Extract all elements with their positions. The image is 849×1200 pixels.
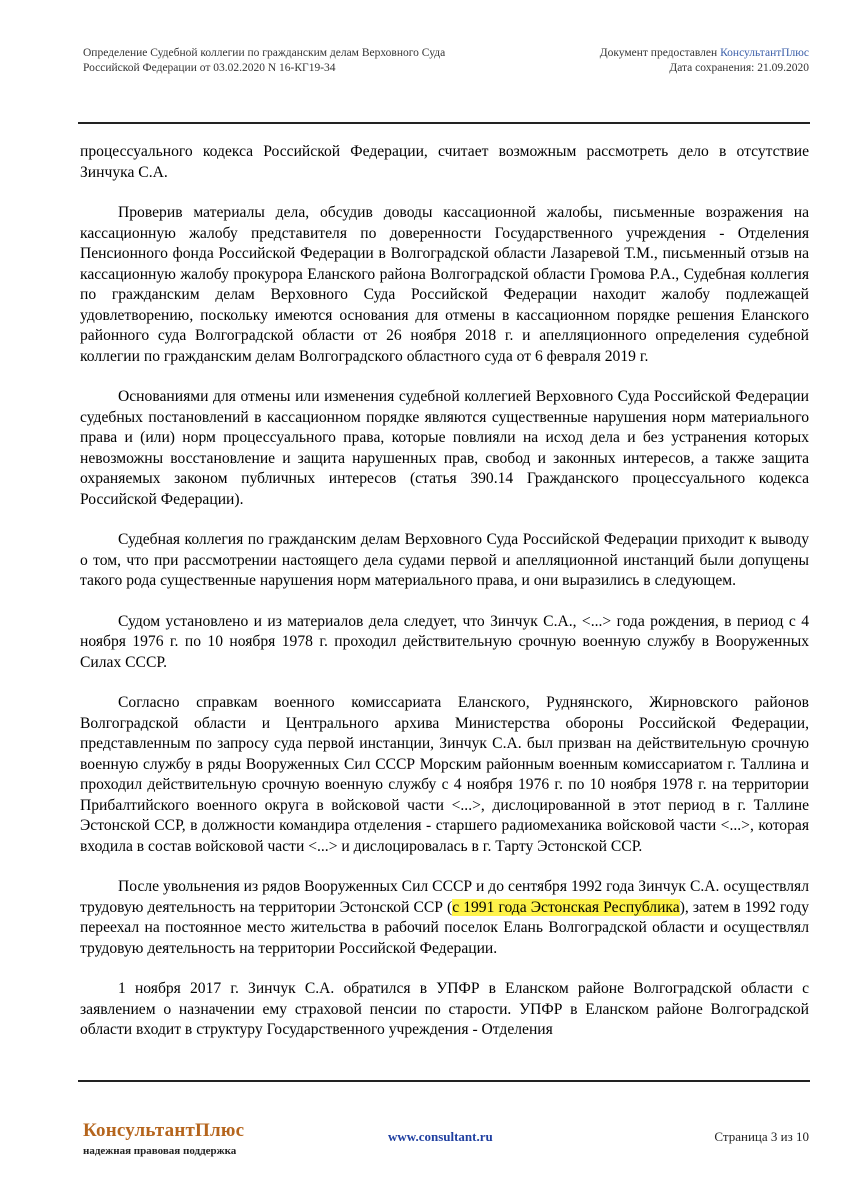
paragraph-4: Судебная коллегия по гражданским делам Верховного Суда Российской Федерации приходит к выводу о том, что при рассмотрении настоящего дела судами первой и апелляционной инстанций были допущены такого рода существенные нарушения норм материального права, и они выразились в следующем. [80,531,809,589]
provided-prefix: Документ предоставлен [599,47,721,59]
paragraph-7-start: После увольнения из рядов Вооруженных Сил СССР и до сентября 1992 года Зинчук С.А. осуществлял трудовую деятельность на территории Эстонской ССР ( [80,878,809,916]
paragraph-7 [80,877,809,959]
document-title-line1: Определение Судебной коллегии по гражданским делам Верховного Суда [83,47,446,59]
paragraph-1: процессуального кодекса Российской Федерации, считает возможным рассмотреть дело в отсутствие Зинчука С.А. [80,143,809,181]
paragraph-3: Основаниями для отмены или изменения судебной коллегией Верховного Суда Российской Федерации судебных постановлений в кассационном порядке являются существенные нарушения норм материального права и (или) норм процессуального права, которые повлияли на исход дела и без устранения которых невозможны восстановление и защита нарушенных прав, свобод и законных интересов, а также защита охраняемых законом публичных интересов (статья 390.14 Гражданского процессуального кодекса Российской Федерации). [80,388,809,508]
document-title-line2: Российской Федерации от 03.02.2020 N 16-КГ19-34 [83,62,336,74]
footer-url-link[interactable]: www.consultant.ru [388,1129,493,1144]
paragraph-2: Проверив материалы дела, обсудив доводы кассационной жалобы, письменные возражения на кассационную жалобу представителя по доверенности Государственного учреждения - Отделения Пенсионного фонда Российской Федерации в Волгоградской области Лазаревой Т.М., письменный отзыв на кассационную жалобу прокурора Еланского района Волгоградской области Громова Р.А., Судебная коллегия по гражданским делам Верховного Суда Российской Федерации находит жалобу подлежащей удовлетворению, поскольку имеются основания для отмены в кассационном порядке решения Еланского районного суда Волгоградской области от 26 ноября 2018 г. и апелляционного определения судебной коллегии по гражданским делам Волгоградского областного суда от 6 февраля 2019 г. [80,204,809,365]
highlighted-text: с 1991 года Эстонская Республика [452,898,680,916]
paragraph-5: Судом установлено и из материалов дела следует, что Зинчук С.А., <...> года рождения, в период с 4 ноября 1976 г. по 10 ноября 1978 г. проходил действительную срочную военную службу в Вооруженных Силах СССР. [80,612,809,671]
document-title [83,46,503,76]
footer-logo [83,1120,244,1158]
header-brand-link[interactable]: КонсультантПлюс [720,47,809,59]
paragraph-7-end: ), затем в 1992 году переехал на постоянное место жительства в рабочий поселок Елань Волгоградской области и осуществлял трудовую деятельность на территории Российской Федерации. [80,898,809,957]
header-divider [78,122,810,124]
footer-brand: КонсультантПлюс [83,1120,245,1141]
footer-divider [78,1080,810,1082]
save-date: Дата сохранения: 21.09.2020 [669,62,809,74]
document-provider [509,46,809,76]
document-body [80,142,809,1061]
paragraph-6: Согласно справкам военного комиссариата Еланского, Руднянского, Жирновского районов Волгоградской области и Центрального архива Министерства обороны Российской Федерации, представленным по запросу суда первой инстанции, Зинчук С.А. был призван на действительную срочную военную службу в ряды Вооруженных Сил СССР Морским районным военным комиссариатом г. Таллина и проходил действительную срочную военную службу с 4 ноября 1976 г. по 10 ноября 1978 г. на территории Прибалтийского военного округа в войсковой части <...>, дислоцированной в этот период в г. Таллине Эстонской ССР, в должности командира отделения - старшего радиомеханика войсковой части <...>, которая входила в состав войсковой части <...> и дислоцировалась в г. Тарту Эстонской ССР. [80,694,809,855]
page-number: Страница 3 из 10 [714,1129,809,1144]
provided-by [509,46,809,61]
paragraph-8: 1 ноября 2017 г. Зинчук С.А. обратился в УПФР в Еланском районе Волгоградской области с заявлением о назначении ему страховой пенсии по старости. УПФР в Еланском районе Волгоградской области входит в структуру Государственного учреждения - Отделения [80,980,809,1038]
footer-tagline: надежная правовая поддержка [83,1145,237,1157]
